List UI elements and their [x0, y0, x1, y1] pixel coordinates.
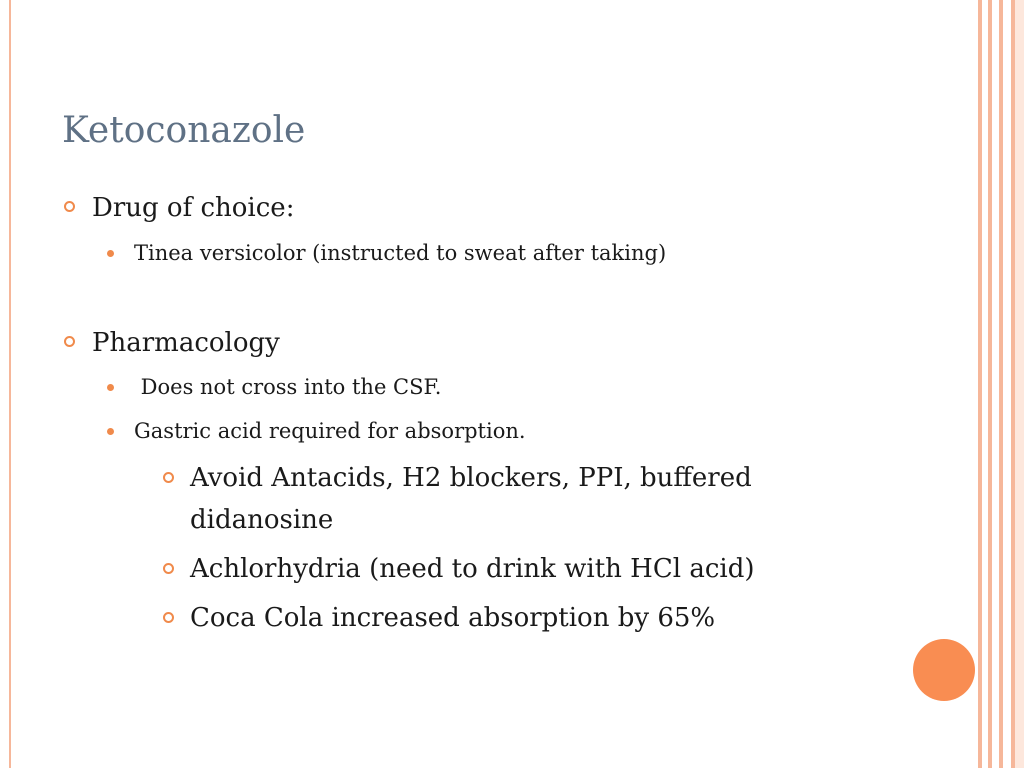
dot-bullet-icon: [107, 384, 114, 391]
bullet-achlorhydria: Achlorhydria (need to drink with HCl acid): [190, 554, 755, 584]
right-border-fill: [1015, 0, 1024, 768]
ring-bullet-icon: [163, 563, 174, 574]
bullet-drug-of-choice: Drug of choice:: [92, 193, 295, 223]
decorative-circle: [913, 639, 975, 701]
slide-title: Ketoconazole: [62, 110, 306, 151]
ring-bullet-icon: [64, 336, 75, 347]
bullet-gastric-acid: Gastric acid required for absorption.: [134, 419, 526, 443]
ring-bullet-icon: [64, 201, 75, 212]
right-border-stripe: [999, 0, 1003, 768]
ring-bullet-icon: [163, 612, 174, 623]
bullet-tinea-versicolor: Tinea versicolor (instructed to sweat after taking): [134, 241, 667, 265]
right-border-stripe: [988, 0, 992, 768]
dot-bullet-icon: [107, 428, 114, 435]
left-border-line: [9, 0, 11, 768]
right-border-stripe: [978, 0, 982, 768]
bullet-csf: Does not cross into the CSF.: [134, 375, 442, 399]
bullet-coca-cola: Coca Cola increased absorption by 65%: [190, 603, 716, 633]
dot-bullet-icon: [107, 250, 114, 257]
bullet-avoid-antacids: Avoid Antacids, H2 blockers, PPI, buffered didanosine: [190, 463, 752, 535]
ring-bullet-icon: [163, 472, 174, 483]
bullet-pharmacology: Pharmacology: [92, 328, 280, 358]
